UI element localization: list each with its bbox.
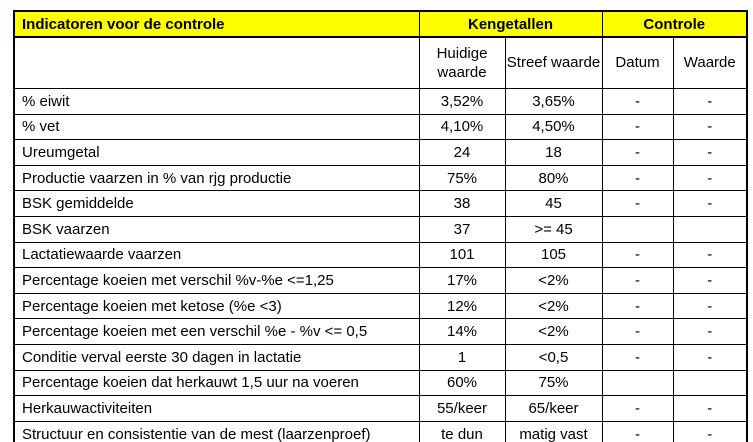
table-body [14,89,747,442]
subheader-huidige-waarde: Huidige waarde [419,37,505,89]
huidige-waarde-cell: 24 [419,140,505,166]
datum-cell: - [602,396,673,422]
indicator-cell: Percentage koeien met een verschil %e - %v <= 0,5 [14,319,419,345]
huidige-waarde-cell: 12% [419,293,505,319]
subheader-empty [14,37,419,89]
streef-waarde-cell: <2% [505,293,602,319]
huidige-waarde-cell: 4,10% [419,114,505,140]
datum-cell: - [602,344,673,370]
subheader-datum: Datum [602,37,673,89]
datum-cell: - [602,191,673,217]
huidige-waarde-cell: 17% [419,268,505,294]
datum-cell: - [602,268,673,294]
waarde-cell: - [673,396,747,422]
huidige-waarde-cell: 55/keer [419,396,505,422]
table-row [14,370,747,396]
title-row [14,11,747,37]
huidige-waarde-cell: 3,52% [419,89,505,115]
huidige-waarde-cell: 38 [419,191,505,217]
indicator-cell: Herkauwactiviteiten [14,396,419,422]
header-kengetallen: Kengetallen [419,11,602,37]
waarde-cell: - [673,268,747,294]
streef-waarde-cell: 18 [505,140,602,166]
waarde-cell: - [673,191,747,217]
datum-cell: - [602,319,673,345]
streef-waarde-cell: <2% [505,319,602,345]
streef-waarde-cell: 3,65% [505,89,602,115]
table-row [14,114,747,140]
table-row [14,319,747,345]
indicator-cell: % vet [14,114,419,140]
indicator-cell: % eiwit [14,89,419,115]
datum-cell: - [602,421,673,442]
streef-waarde-cell: 80% [505,165,602,191]
table-row [14,268,747,294]
waarde-cell: - [673,293,747,319]
datum-cell: - [602,89,673,115]
datum-cell: - [602,114,673,140]
waarde-cell: - [673,421,747,442]
waarde-cell: - [673,344,747,370]
waarde-cell: - [673,242,747,268]
table-row [14,216,747,242]
indicators-table [13,10,748,442]
indicator-cell: Ureumgetal [14,140,419,166]
waarde-cell: - [673,89,747,115]
waarde-cell: - [673,319,747,345]
datum-cell: - [602,165,673,191]
indicator-cell: Productie vaarzen in % van rjg productie [14,165,419,191]
indicator-cell: BSK gemiddelde [14,191,419,217]
datum-cell: - [602,140,673,166]
indicator-cell: Structuur en consistentie van de mest (laarzenproef) [14,421,419,442]
subheader-streef-waarde: Streef waarde [505,37,602,89]
huidige-waarde-cell: 75% [419,165,505,191]
table-row [14,89,747,115]
header-indicatoren: Indicatoren voor de controle [14,11,419,37]
subheader-waarde: Waarde [673,37,747,89]
streef-waarde-cell: <2% [505,268,602,294]
indicator-cell: Percentage koeien met verschil %v-%e <=1,25 [14,268,419,294]
waarde-cell: - [673,140,747,166]
streef-waarde-cell: 75% [505,370,602,396]
datum-cell: - [602,293,673,319]
huidige-waarde-cell: 37 [419,216,505,242]
waarde-cell: - [673,165,747,191]
datum-cell [602,216,673,242]
table-row [14,191,747,217]
streef-waarde-cell: >= 45 [505,216,602,242]
streef-waarde-cell: 4,50% [505,114,602,140]
streef-waarde-cell: <0,5 [505,344,602,370]
table-row [14,242,747,268]
huidige-waarde-cell: 1 [419,344,505,370]
table-row [14,421,747,442]
streef-waarde-cell: 105 [505,242,602,268]
streef-waarde-cell: matig vast [505,421,602,442]
waarde-cell [673,216,747,242]
huidige-waarde-cell: te dun [419,421,505,442]
table-row [14,396,747,422]
indicator-cell: Conditie verval eerste 30 dagen in lactatie [14,344,419,370]
table-row [14,140,747,166]
waarde-cell [673,370,747,396]
streef-waarde-cell: 65/keer [505,396,602,422]
table-row [14,293,747,319]
table-row [14,165,747,191]
huidige-waarde-cell: 60% [419,370,505,396]
subheader-row [14,37,747,89]
indicator-cell: BSK vaarzen [14,216,419,242]
datum-cell [602,370,673,396]
indicator-cell: Percentage koeien met ketose (%e <3) [14,293,419,319]
waarde-cell: - [673,114,747,140]
streef-waarde-cell: 45 [505,191,602,217]
huidige-waarde-cell: 14% [419,319,505,345]
indicator-cell: Percentage koeien dat herkauwt 1,5 uur na voeren [14,370,419,396]
indicator-cell: Lactatiewaarde vaarzen [14,242,419,268]
header-controle: Controle [602,11,747,37]
huidige-waarde-cell: 101 [419,242,505,268]
datum-cell: - [602,242,673,268]
table-row [14,344,747,370]
